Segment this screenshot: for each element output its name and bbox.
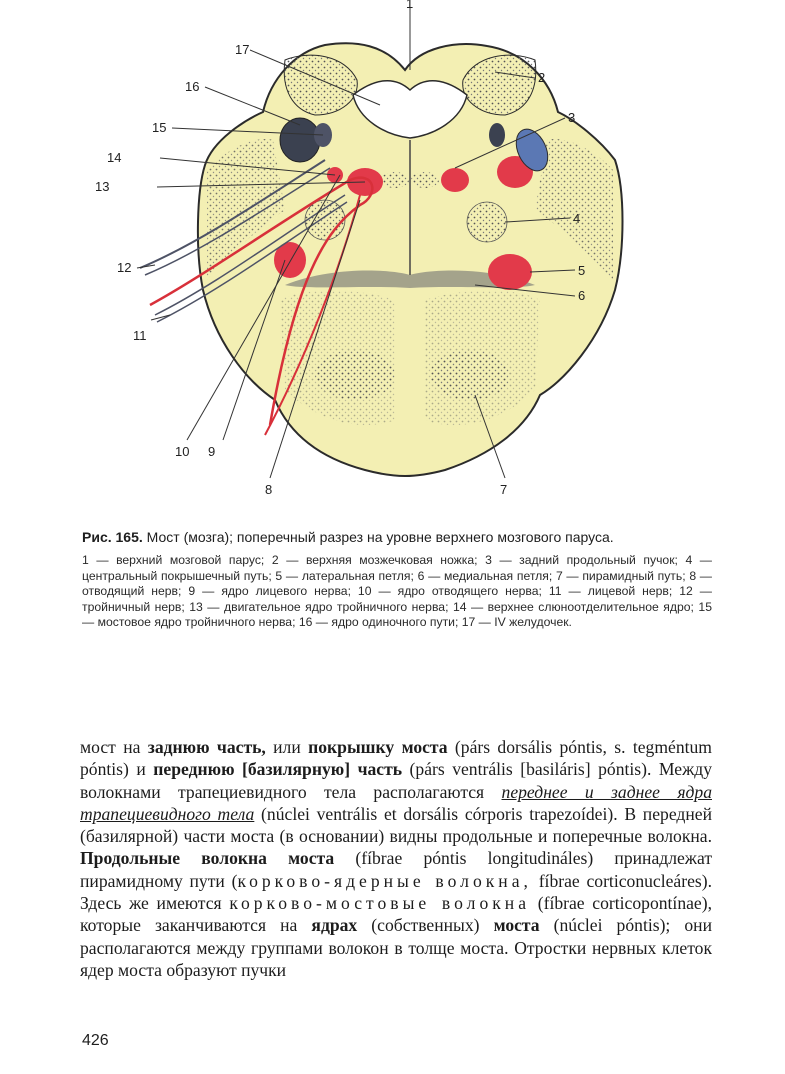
left-pyramidal-tract xyxy=(315,350,395,400)
figure-label-4: 4 xyxy=(573,211,581,226)
right-small-nucleus xyxy=(489,123,505,147)
body-text-run: или xyxy=(265,737,309,757)
medial-longitudinal-fasciculus-right xyxy=(411,172,439,188)
page-number: 426 xyxy=(82,1032,109,1049)
medial-longitudinal-fasciculus-left xyxy=(381,172,409,188)
body-text-run: (собственных) xyxy=(357,915,494,936)
figure-label-17: 17 xyxy=(235,42,250,57)
pons-diagram xyxy=(95,0,725,510)
right-pyramidal-tract xyxy=(430,350,510,400)
figure-label-16: 16 xyxy=(185,79,200,94)
figure-label-12: 12 xyxy=(117,260,132,275)
body-bold-term: переднюю [базилярную] часть xyxy=(153,759,403,780)
body-bold-term: заднюю часть, xyxy=(147,737,266,757)
pons-cross-section-figure xyxy=(95,0,725,510)
right-motor-trigeminal-nucleus xyxy=(441,168,469,192)
body-text-run: (núclei póntis); они располагаются между группами волокон в толще моста. Отростки нервных клеток ядер моста образуют пучки xyxy=(80,915,712,980)
body-text-run: fíbrae corticonucleáres). Здесь же имеются xyxy=(80,870,712,914)
figure-label-9: 9 xyxy=(208,444,216,459)
figure-label-13: 13 xyxy=(95,179,110,194)
right-lateral-lemniscus-nucleus xyxy=(488,254,532,290)
figure-label-14: 14 xyxy=(107,150,122,165)
figure-number: Рис. 165. xyxy=(82,529,143,545)
body-text-run: (párs ventrális [basiláris] póntis). Между волокнами трапециевидного тела располагаются xyxy=(80,759,712,802)
body-bold-term: моста xyxy=(493,915,540,936)
body-bold-term: Продольные волокна моста xyxy=(80,848,335,869)
figure-label-15: 15 xyxy=(152,120,167,135)
figure-label-3: 3 xyxy=(568,110,576,125)
body-bold-term: ядрах xyxy=(311,915,358,936)
body-paragraph xyxy=(80,736,712,981)
caption-title-line xyxy=(82,528,712,547)
body-bold-term: покрышку моста xyxy=(308,737,448,757)
body-text-run: (núclei ventrális et dorsális córporis trapezoídei). В передней (базилярной) части моста (в основании) видны продольные и поперечные волокна. xyxy=(80,803,712,847)
body-text-run: (fíbrae corticopontínae), которые заканчиваются на xyxy=(80,893,712,936)
caption-title: Мост (мозга); поперечный разрез на уровне верхнего мозгового паруса. xyxy=(146,529,614,545)
body-text-run: (párs dorsális póntis, s. tegméntum póntis) и xyxy=(80,737,712,780)
figure-label-8: 8 xyxy=(265,482,273,497)
body-spaced-term: корково-мостовые волокна xyxy=(229,893,531,914)
figure-label-7: 7 xyxy=(500,482,508,497)
figure-label-11: 11 xyxy=(133,328,147,343)
figure-label-5: 5 xyxy=(578,263,586,278)
figure-label-1: 1 xyxy=(406,0,414,11)
body-text-run: мост на xyxy=(80,737,148,757)
body-spaced-term: корково-ядерные волокна, xyxy=(237,870,532,891)
figure-label-6: 6 xyxy=(578,288,586,303)
body-italic-term: переднее и заднее ядра трапециевидного тела xyxy=(80,781,712,824)
body-text-run: (fíbrae póntis longitudináles) принадлежат пирамидному пути ( xyxy=(80,848,713,891)
figure-label-10: 10 xyxy=(175,444,190,459)
figure-label-2: 2 xyxy=(538,70,546,85)
left-central-tegmental-tract xyxy=(305,200,345,240)
caption-legend: 1 — верхний мозговой парус; 2 — верхняя мозжечковая ножка; 3 — задний продольный пучок; 4 — центральный покрышечный путь; 5 — латеральная петля; 6 — медиальная петля; 7 — пирамидный путь; 8 — отводящий нерв; 9 — ядро лицевого нерва; 10 — ядро отводящего нерва; 11 — лицевой нерв; 12 — тройничный нерв; 13 — двигательное ядро тройничного нерва; 14 — верхнее слюноотделительное ядро; 15 — мостовое ядро тройничного нерва; 16 — ядро одиночного пути; 17 — IV желудочек. xyxy=(82,553,712,630)
right-central-tegmental-tract xyxy=(467,202,507,242)
figure-caption xyxy=(82,528,712,631)
